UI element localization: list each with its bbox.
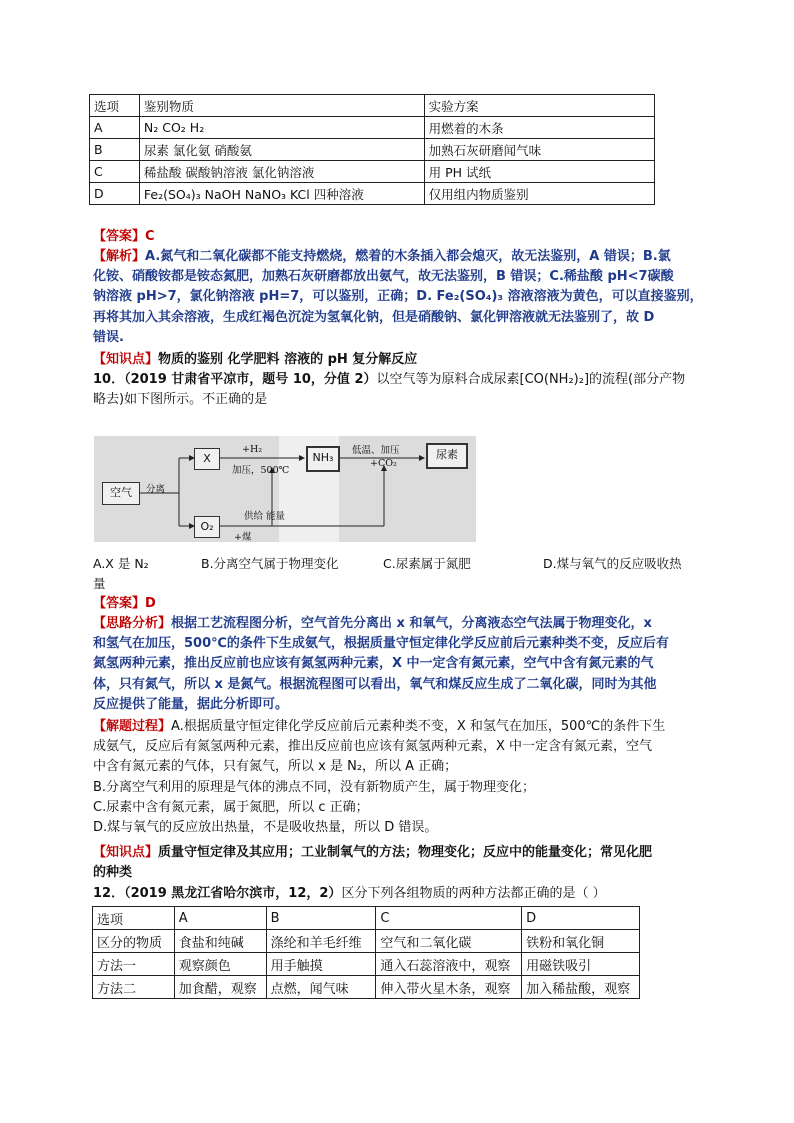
- table-cell: Fe₂(SO₄)₃ NaOH NaNO₃ KCl 四种溶液: [139, 183, 424, 205]
- idea-line: 体，只有氮气，所以 x 是氮气。根据流程图可以看出，氧气和煤反应生成了二氧化碳，同时为其他: [93, 676, 657, 692]
- table-cell: 观察颜色: [174, 953, 266, 976]
- idea-line: 根据工艺流程图分析，空气首先分离出 x 和氧气，分离液态空气法属于物理变化，x: [171, 616, 652, 631]
- table-row: [90, 161, 655, 183]
- table-cell: 加食醋，观察: [174, 976, 266, 999]
- table-header-row: [90, 95, 655, 117]
- q9-answer: [93, 227, 705, 247]
- option-a: A.X 是 N₂: [93, 556, 149, 571]
- table-cell: 方法二: [93, 976, 175, 999]
- q10-header: 10．（2019 甘肃省平凉市，题号 10，分值 2）: [93, 372, 377, 387]
- process-line: C.尿素中含有氮元素，属于氮肥，所以 c 正确；: [93, 799, 369, 815]
- table-cell: 实验方案: [424, 95, 654, 117]
- h2-label: +H₂: [242, 444, 263, 455]
- table-cell: B: [90, 139, 140, 161]
- process-flow-diagram: [94, 436, 476, 542]
- table-row: [93, 976, 640, 999]
- process-line: A.根据质量守恒定律化学反应前后元素种类不变，X 和氢气在加压，500℃的条件下生: [171, 719, 666, 734]
- answer-value: C: [145, 229, 155, 244]
- process-tag: 【解题过程】: [93, 719, 172, 734]
- q10-knowledge-points: [93, 843, 705, 883]
- option-d: D.煤与氧气的反应吸收热: [543, 556, 682, 571]
- table-cell: 方法一: [93, 953, 175, 976]
- x-box: X: [194, 448, 220, 470]
- analysis-line: 钠溶液 pH>7，氯化钠溶液 pH=7，可以鉴别，正确；D. Fe₂(SO₄)₃ 溶液溶液为黄色，可以直接鉴别，: [93, 289, 703, 305]
- analysis-line: 化铵、硝酸铵都是铵态氮肥，加熟石灰研磨都放出氨气，故无法鉴别，B 错误；C.稀盐酸 pH<7碳酸: [93, 269, 674, 285]
- q10-idea: [93, 614, 705, 715]
- kp-text-cont: 的种类: [93, 865, 133, 881]
- separate-label: 分离: [146, 484, 166, 495]
- kp-tag: 【知识点】: [93, 845, 159, 860]
- idea-line: 反应提供了能量，据此分析即可。: [93, 696, 289, 712]
- analysis-line: 再将其加入其余溶液，生成红褐色沉淀为氢氧化钠，但是硝酸钠、氯化钾溶液就无法鉴别了，故 D: [93, 309, 655, 325]
- answer-tag: 【答案】: [93, 596, 146, 611]
- table-cell: 加入稀盐酸，观察: [522, 976, 640, 999]
- table-cell: 用手触摸: [266, 953, 376, 976]
- table-cell: N₂ CO₂ H₂: [139, 117, 424, 139]
- idea-line: 和氢气在加压，500℃的条件下生成氨气，根据质量守恒定律化学反应前后元素种类不变，反应后有: [93, 636, 669, 652]
- table-cell: 通入石蕊溶液中，观察: [376, 953, 522, 976]
- condition-1-label: 加压，500℃: [232, 465, 290, 476]
- table-cell: 食盐和纯碱: [174, 930, 266, 953]
- table-cell: A: [174, 907, 266, 930]
- analysis-line: A.氮气和二氧化碳都不能支持燃烧，燃着的木条插入都会熄灭，故无法鉴别，A 错误；B.氯: [145, 249, 671, 264]
- table-cell: D: [522, 907, 640, 930]
- analysis-tag: 【解析】: [93, 249, 146, 264]
- table-cell: 区分的物质: [93, 930, 175, 953]
- table-row: [90, 183, 655, 205]
- table-cell: B: [266, 907, 376, 930]
- table-cell: 用磁铁吸引: [522, 953, 640, 976]
- q10-options: [93, 554, 713, 594]
- table-row: [93, 953, 640, 976]
- q9-knowledge-points: [93, 350, 705, 370]
- q10-stem: [93, 370, 705, 410]
- process-line: 中含有氮元素的气体，只有氮气，所以 x 是 N₂，所以 A 正确；: [93, 759, 458, 775]
- table-cell: 鉴别物质: [139, 95, 424, 117]
- urea-box: 尿素: [426, 443, 468, 469]
- table-cell: 伸入带火星木条，观察: [376, 976, 522, 999]
- table-cell: 用 PH 试纸: [424, 161, 654, 183]
- kp-text: 物质的鉴别 化学肥料 溶液的 pH 复分解反应: [158, 352, 418, 367]
- answer-tag: 【答案】: [93, 229, 146, 244]
- answer-value: D: [145, 596, 156, 611]
- kp-tag: 【知识点】: [93, 352, 159, 367]
- analysis-line: 错误.: [93, 329, 124, 345]
- q10-stem-1: 以空气等为原料合成尿素[CO(NH₂)₂]的流程(部分产物: [376, 372, 686, 387]
- idea-line: 氮氢两种元素，推出反应前也应该有氮氢两种元素，X 中一定含有氮元素，空气中含有氮元素的气: [93, 656, 654, 672]
- table-row: [90, 117, 655, 139]
- q12-header: 12．（2019 黑龙江省哈尔滨市，12，2）: [93, 886, 342, 901]
- q9-analysis: [93, 247, 705, 348]
- table-header-row: [93, 907, 640, 930]
- table-row: [90, 139, 655, 161]
- o2-box: O₂: [194, 516, 220, 538]
- table-cell: 涤纶和羊毛纤维: [266, 930, 376, 953]
- options-table-q9: [89, 94, 655, 205]
- table-cell: 选项: [93, 907, 175, 930]
- air-box: 空气: [102, 482, 140, 505]
- table-row: [93, 930, 640, 953]
- nh3-box: NH₃: [306, 446, 340, 472]
- process-line: B.分离空气利用的原理是气体的沸点不同，没有新物质产生，属于物理变化；: [93, 779, 536, 795]
- table-cell: C: [90, 161, 140, 183]
- option-b: B.分离空气属于物理变化: [201, 556, 339, 571]
- kp-text: 质量守恒定律及其应用；工业制氧气的方法；物理变化；反应中的能量变化；常见化肥: [158, 845, 653, 860]
- table-cell: D: [90, 183, 140, 205]
- process-line: D.煤与氧气的反应放出热量，不是吸收热量，所以 D 错误。: [93, 820, 438, 836]
- table-cell: 尿素 氯化氨 硝酸氨: [139, 139, 424, 161]
- table-cell: 点燃，闻气味: [266, 976, 376, 999]
- table-cell: C: [376, 907, 522, 930]
- table-cell: 稀盐酸 碳酸钠溶液 氯化钠溶液: [139, 161, 424, 183]
- option-d-cont: 量: [93, 576, 106, 591]
- option-c: C.尿素属于氮肥: [383, 556, 471, 571]
- q10-process: [93, 717, 705, 838]
- table-cell: A: [90, 117, 140, 139]
- q10-stem-2: 略去)如下图所示。不正确的是: [93, 392, 268, 408]
- co2-label: +CO₂: [370, 458, 397, 469]
- condition-2-label: 低温、加压: [352, 445, 400, 456]
- q12-table: [92, 906, 640, 999]
- process-line: 成氨气，反应后有氮氢两种元素，推出反应前也应该有氮氢两种元素，X 中一定含有氮元素，空气: [93, 739, 653, 755]
- idea-tag: 【思路分析】: [93, 616, 172, 631]
- table-cell: 选项: [90, 95, 140, 117]
- table-cell: 加熟石灰研磨闻气味: [424, 139, 654, 161]
- table-cell: 仅用组内物质鉴别: [424, 183, 654, 205]
- q12-stem-text: 区分下列各组物质的两种方法都正确的是（ ）: [341, 886, 606, 901]
- q10-answer: [93, 594, 705, 614]
- table-cell: 空气和二氧化碳: [376, 930, 522, 953]
- table-cell: 铁粉和氧化铜: [522, 930, 640, 953]
- supply-energy-label: 供给 能量: [244, 511, 286, 522]
- table-cell: 用燃着的木条: [424, 117, 654, 139]
- coal-label: +煤: [234, 532, 252, 542]
- q12-stem: [93, 884, 705, 904]
